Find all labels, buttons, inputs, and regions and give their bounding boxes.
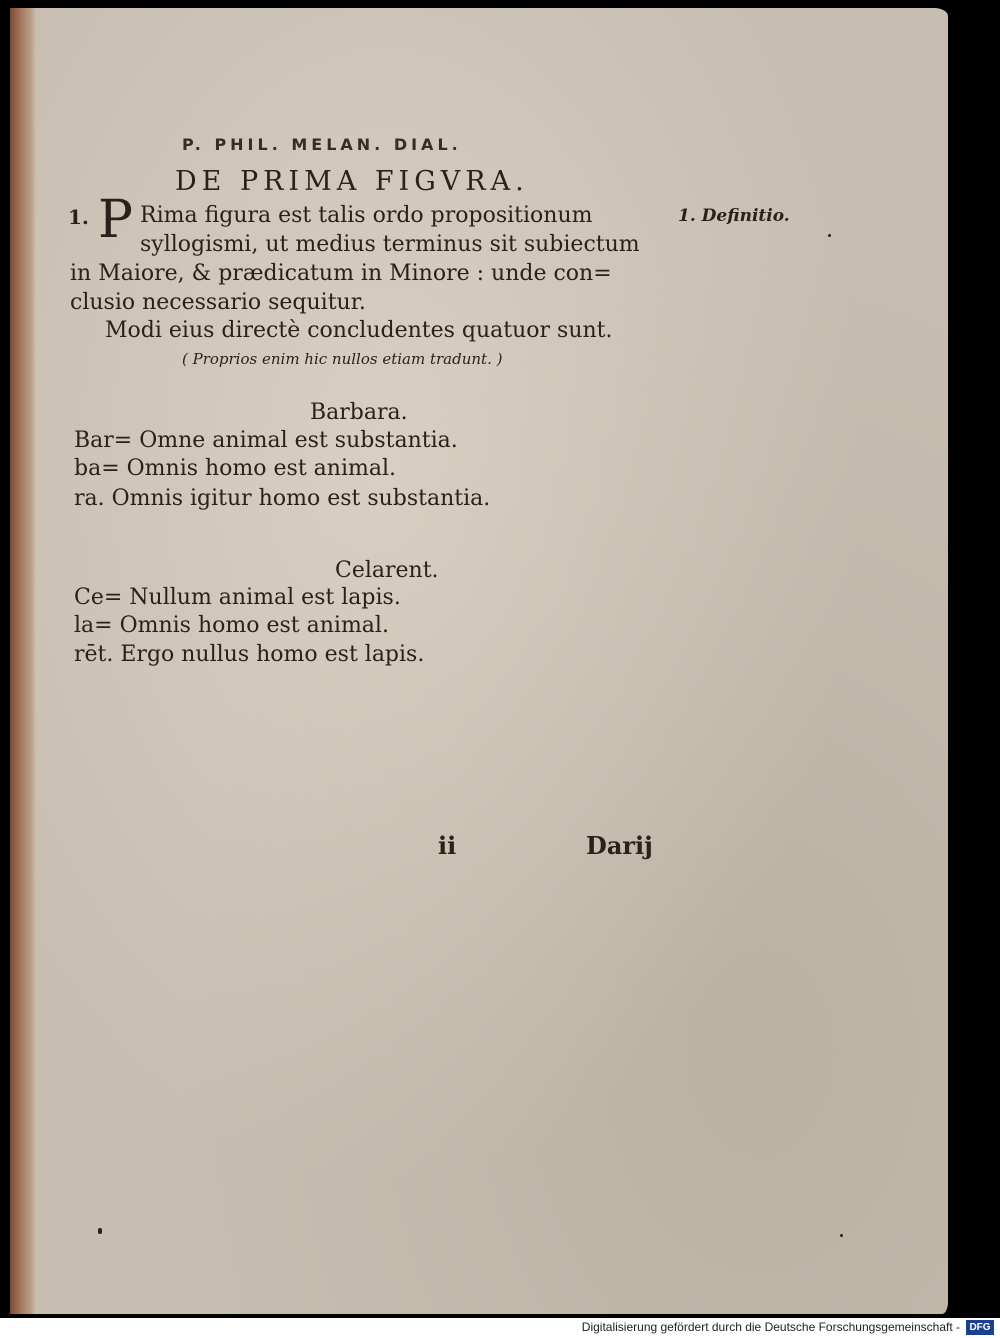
syllogism-line: ba= Omnis homo est animal. — [74, 456, 396, 481]
syllogism-line: la= Omnis homo est animal. — [74, 613, 389, 638]
paragraph-line: clusio necessario sequitur. — [70, 290, 366, 315]
dfg-logo-icon: DFG — [966, 1320, 994, 1335]
paragraph-line: syllogismi, ut medius terminus sit subiectum — [140, 232, 640, 257]
book-page — [10, 8, 948, 1314]
paragraph-line: Rima figura est talis ordo propositionum — [140, 203, 593, 228]
paragraph-line: Modi eius directè concludentes quatuor sunt. — [105, 318, 613, 343]
parenthetical-note: ( Proprios enim hic nullos etiam tradunt. ) — [182, 350, 503, 368]
footer-bar — [0, 1318, 1000, 1338]
funding-credit: Digitalisierung gefördert durch die Deutsche Forschungsgemeinschaft - — [581, 1320, 960, 1334]
section-number: 1. — [68, 205, 89, 229]
ink-speck — [840, 1234, 843, 1237]
mood-title-celarent: Celarent. — [335, 558, 439, 583]
mood-title-barbara: Barbara. — [310, 400, 408, 425]
syllogism-line: Bar= Omne animal est substantia. — [74, 428, 458, 453]
running-head: P. PHIL. MELAN. DIAL. — [182, 135, 462, 154]
ink-speck — [98, 1228, 102, 1234]
syllogism-line: ra. Omnis igitur homo est substantia. — [74, 486, 491, 511]
signature-mark: ii — [438, 831, 457, 860]
ink-speck — [828, 234, 831, 237]
binding-edge — [10, 8, 36, 1314]
section-heading: DE PRIMA FIGVRA. — [175, 166, 529, 197]
syllogism-line: rēt. Ergo nullus homo est lapis. — [74, 642, 425, 667]
paragraph-line: in Maiore, & prædicatum in Minore : unde con= — [70, 261, 612, 286]
drop-cap: P — [98, 190, 133, 250]
syllogism-line: Ce= Nullum animal est lapis. — [74, 585, 401, 610]
catchword: Darij — [586, 831, 653, 860]
margin-note: 1. Definitio. — [678, 206, 790, 226]
